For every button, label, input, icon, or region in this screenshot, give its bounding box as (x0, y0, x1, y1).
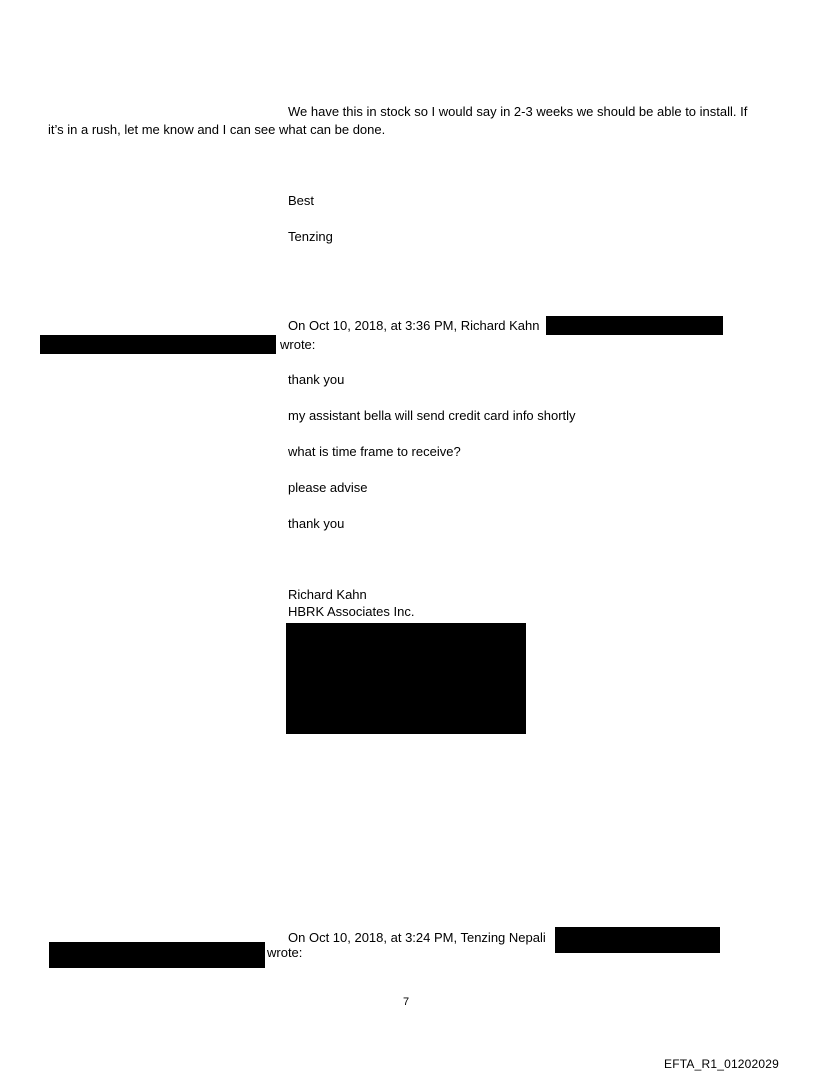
quote-line: thank you (288, 516, 345, 531)
quote-line: what is time frame to receive? (288, 444, 461, 459)
quote-line: my assistant bella will send credit card info shortly (288, 408, 576, 423)
signature-text: Tenzing (288, 229, 333, 244)
body-line-2: it’s in a rush, let me know and I can see what can be done. (48, 122, 386, 137)
quote2-header-line-2: wrote: (267, 945, 303, 960)
quote-header-line-1: On Oct 10, 2018, at 3:36 PM, Richard Kahn (288, 318, 540, 333)
quote-sig-company: HBRK Associates Inc. (288, 604, 415, 619)
redaction-bar (49, 942, 265, 968)
quote-line: please advise (288, 480, 368, 495)
redaction-block (286, 623, 526, 734)
body-line-1: We have this in stock so I would say in 2-3 weeks we should be able to install. If (288, 104, 748, 119)
document-id: EFTA_R1_01202029 (664, 1057, 780, 1071)
closing-text: Best (288, 193, 315, 208)
redaction-bar (40, 335, 276, 354)
quote-sig-name: Richard Kahn (288, 587, 367, 602)
redaction-bar (546, 316, 723, 335)
quote-line: thank you (288, 372, 345, 387)
quote2-header-line-1: On Oct 10, 2018, at 3:24 PM, Tenzing Nepali (288, 930, 546, 945)
quote-header-line-2: wrote: (280, 337, 316, 352)
redaction-bar (555, 927, 720, 953)
page-number: 7 (403, 996, 410, 1008)
